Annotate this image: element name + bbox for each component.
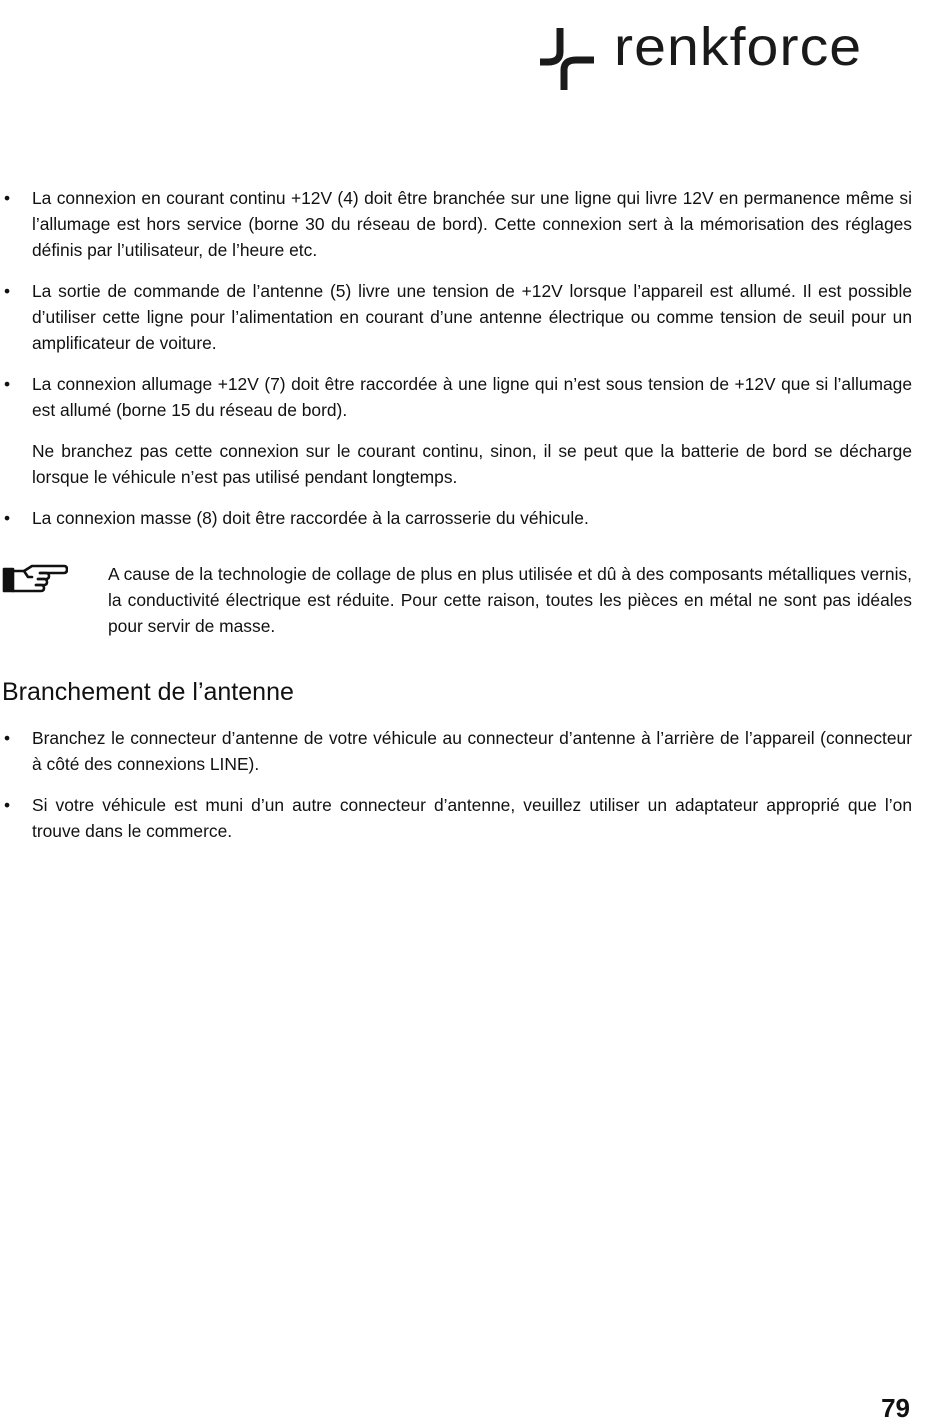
renkforce-logo-mark-icon (538, 22, 596, 92)
brand-logo (538, 17, 913, 92)
list-item (0, 278, 912, 356)
brand-name: renkforce (614, 17, 863, 77)
list-item (0, 505, 912, 531)
page-number: 79 (881, 1393, 910, 1423)
pointing-hand-icon (2, 561, 68, 597)
bullet-symbol: • (4, 728, 11, 748)
bullet-symbol: • (4, 508, 11, 528)
list-item-text: La connexion allumage +12V (7) doit être raccordée à une ligne qui n’est sous tension de +12V que si l’allumage est allumé (borne 15 du réseau de bord). (32, 374, 912, 420)
note-block (0, 561, 912, 639)
list-item-text: La connexion en courant continu +12V (4) doit être branchée sur une ligne qui livre 12V en permanence même si l’allumage est hors service (borne 30 du réseau de bord). Cette connexion sert à la mémorisation des réglages définis par l’utilisateur, de l’heure etc. (32, 188, 912, 260)
list-item-text: Si votre véhicule est muni d’un autre connecteur d’antenne, veuillez utiliser un adaptateur approprié que l’on trouve dans le commerce. (32, 795, 912, 841)
list-item-text: Branchez le connecteur d’antenne de votre véhicule au connecteur d’antenne à l’arrière de l’appareil (connecteur à côté des connexions LINE). (32, 728, 912, 774)
note-text: A cause de la technologie de collage de plus en plus utilisée et dû à des composants métalliques vernis, la conductivité électrique est réduite. Pour cette raison, toutes les pièces en métal ne sont pas idéales pour servir de masse. (108, 564, 912, 636)
main-content (0, 185, 912, 859)
list-item (0, 792, 912, 844)
bullet-symbol: • (4, 281, 11, 301)
bullet-symbol: • (4, 795, 11, 815)
list-item (0, 185, 912, 263)
list-item (0, 371, 912, 423)
section-heading: Branchement de l’antenne (2, 678, 294, 706)
list-item-text: La sortie de commande de l’antenne (5) livre une tension de +12V lorsque l’appareil est allumé. Il est possible d’utiliser cette ligne pour l’alimentation en courant d’une antenne électrique ou comme tension de seuil pour un amplificateur de voiture. (32, 281, 912, 353)
list-item-text: La connexion masse (8) doit être raccordée à la carrosserie du véhicule. (32, 508, 589, 528)
list-item (0, 725, 912, 777)
bullet-symbol: • (4, 188, 11, 208)
warning-paragraph: Ne branchez pas cette connexion sur le courant continu, sinon, il se peut que la batterie de bord se décharge lorsque le véhicule n’est pas utilisé pendant longtemps. (32, 441, 912, 487)
bullet-symbol: • (4, 374, 11, 394)
